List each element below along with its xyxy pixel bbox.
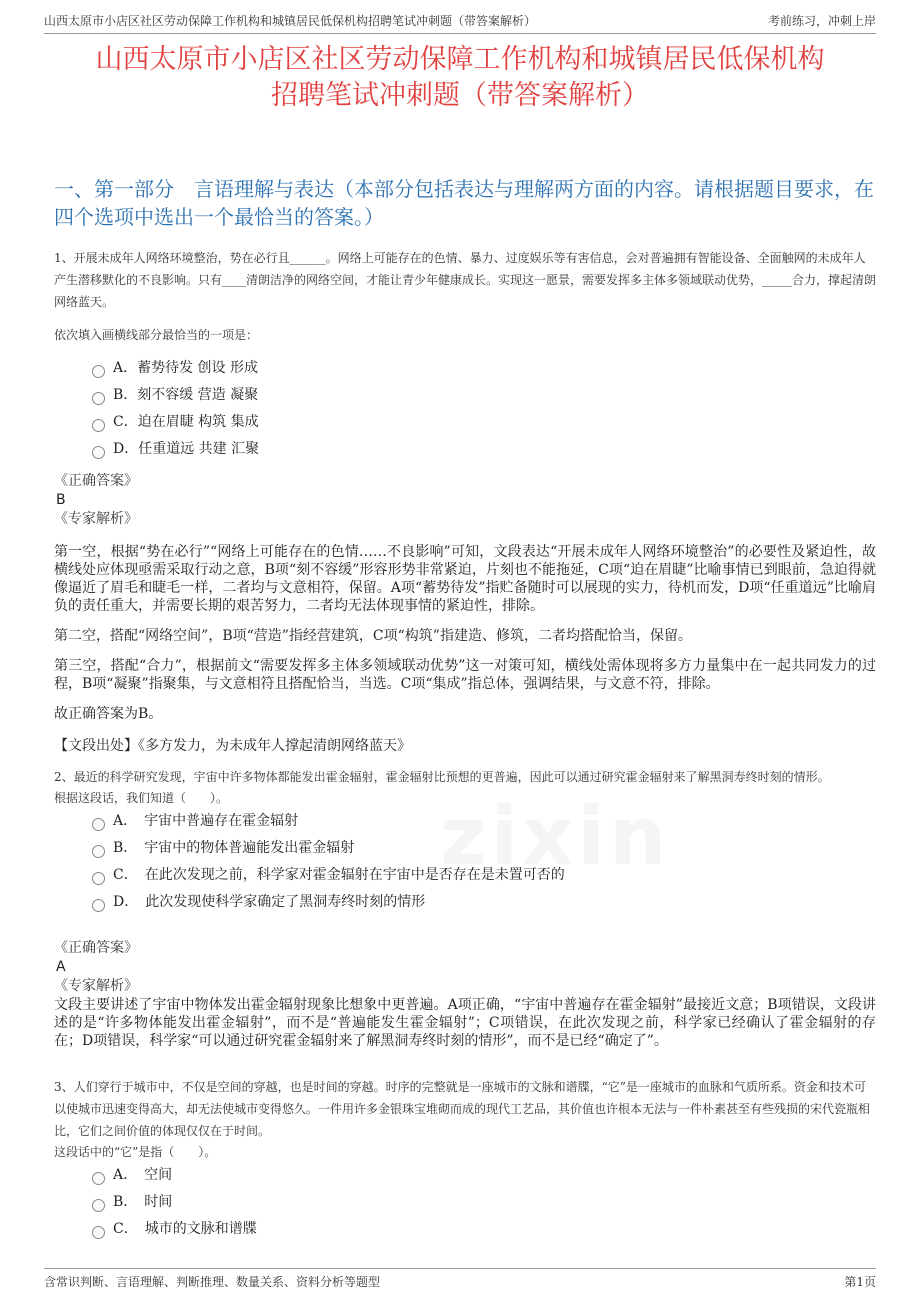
question-1-option-d[interactable] <box>92 436 876 463</box>
option-label: C．迫在眉睫 构筑 集成 <box>113 414 259 430</box>
question-3-options <box>92 1162 876 1243</box>
radio-icon[interactable] <box>92 845 105 858</box>
radio-icon[interactable] <box>92 365 105 378</box>
radio-icon[interactable] <box>92 1172 105 1185</box>
option-label: D． 此次发现使科学家确定了黑洞寿终时刻的情形 <box>113 894 426 910</box>
document-title <box>44 42 876 114</box>
option-label: B．刻不容缓 营造 凝聚 <box>113 387 259 403</box>
option-label: A． 空间 <box>113 1167 173 1183</box>
question-1-stem: 1、开展未成年人网络环境整治，势在必行且______。网络上可能存在的色情、暴力、过度娱乐等有害信息，会对普遍拥有智能设备、全面触网的未成年人产生潜移默化的不良影响。只有____清朗洁净的网络空间，才能让青少年健康成长。实现这一愿景，需要发挥多主体多领域联动优势，_____合力，撑起清朗网络蓝天。 <box>54 251 877 309</box>
question-2-analysis-tag: 《专家解析》 <box>54 978 138 994</box>
footer-left-text: 含常识判断、言语理解、判断推理、数量关系、资料分析等题型 <box>44 1275 381 1289</box>
document-title-line-2: 招聘笔试冲刺题（带答案解析） <box>271 80 649 111</box>
question-3-option-b[interactable] <box>92 1189 876 1216</box>
question-2-option-d[interactable] <box>92 889 876 916</box>
header-left-text: 山西太原市小店区社区劳动保障工作机构和城镇居民低保机构招聘笔试冲刺题（带答案解析） <box>44 14 537 28</box>
question-3 <box>54 1076 876 1243</box>
option-label: A． 宇宙中普遍存在霍金辐射 <box>113 813 299 829</box>
option-label: B． 宇宙中的物体普遍能发出霍金辐射 <box>113 840 355 856</box>
question-1-answer-tag: 《正确答案》 <box>54 473 138 489</box>
radio-icon[interactable] <box>92 899 105 912</box>
question-2-answer: A <box>56 959 66 975</box>
radio-icon[interactable] <box>92 419 105 432</box>
option-label: B． 时间 <box>113 1194 173 1210</box>
option-label: C． 在此次发现之前，科学家对霍金辐射在宇宙中是否存在是未置可否的 <box>113 867 565 883</box>
radio-icon[interactable] <box>92 392 105 405</box>
watermark: zixin <box>440 790 670 883</box>
question-1-option-b[interactable] <box>92 382 876 409</box>
question-3-stem: 3、人们穿行于城市中，不仅是空间的穿越，也是时间的穿越。时序的完整就是一座城市的文脉和谱牒，“它”是一座城市的血脉和气质所系。资金和技术可以使城市迅速变得高大，却无法使城市变得悠久。一件用许多金银珠宝堆砌而成的现代工艺品，其价值也许根本无法与一件朴素甚至有些残损的宋代瓷瓶相比，它们之间价值的体现仅仅在于时间。 <box>54 1080 871 1138</box>
page-footer <box>44 1268 876 1290</box>
question-1-option-c[interactable] <box>92 409 876 436</box>
question-3-option-c[interactable] <box>92 1216 876 1243</box>
question-1-prompt: 依次填入画横线部分最恰当的一项是： <box>54 328 259 342</box>
page-header <box>44 12 876 34</box>
option-label: A．蓄势待发 创设 形成 <box>113 360 259 376</box>
question-1-analysis-paragraph-3: 第三空，搭配“合力”，根据前文“需要发挥多主体多领域联动优势”这一对策可知，横线处需体现将多方力量集中在一起共同发力的过程，B项“凝聚”指聚集，与文意相符且搭配恰当，当选。C项“集成”指总体，强调结果，与文意不符，排除。 <box>54 658 876 692</box>
document-title-line-1: 山西太原市小店区社区劳动保障工作机构和城镇居民低保机构 <box>95 44 825 75</box>
radio-icon[interactable] <box>92 872 105 885</box>
question-3-option-a[interactable] <box>92 1162 876 1189</box>
question-1-options <box>92 355 876 463</box>
option-label: D．任重道远 共建 汇聚 <box>113 441 260 457</box>
question-2-answer-tag: 《正确答案》 <box>54 940 138 956</box>
question-2-stem: 2、最近的科学研究发现，宇宙中许多物体都能发出霍金辐射，霍金辐射比预想的更普遍，因此可以通过研究霍金辐射来了解黑洞寿终时刻的情形。 <box>54 770 830 784</box>
question-1-option-a[interactable] <box>92 355 876 382</box>
question-1 <box>54 247 876 755</box>
question-1-answer: B <box>56 492 66 508</box>
question-3-prompt: 这段话中的“它”是指（ ）。 <box>54 1145 217 1159</box>
radio-icon[interactable] <box>92 1226 105 1239</box>
radio-icon[interactable] <box>92 446 105 459</box>
question-1-analysis-tag: 《专家解析》 <box>54 511 138 527</box>
page-number: 第1页 <box>844 1275 876 1289</box>
option-label: C． 城市的文脉和谱牒 <box>113 1221 257 1237</box>
question-1-analysis-paragraph-4: 故正确答案为B。 <box>54 706 163 722</box>
radio-icon[interactable] <box>92 818 105 831</box>
radio-icon[interactable] <box>92 1199 105 1212</box>
header-right-text: 考前练习，冲刺上岸 <box>767 14 876 28</box>
question-2-prompt: 根据这段话，我们知道（ ）。 <box>54 791 229 805</box>
question-1-analysis-paragraph-2: 第二空，搭配“网络空间”，B项“营造”指经营建筑，C项“构筑”指建造、修筑，二者均搭配恰当，保留。 <box>54 628 692 644</box>
question-1-source: 【文段出处】《多方发力，为未成年人撑起清朗网络蓝天》 <box>54 738 411 754</box>
section-heading: 一、第一部分 言语理解与表达（本部分包括表达与理解两方面的内容。请根据题目要求，在四个选项中选出一个最恰当的答案。） <box>54 177 874 229</box>
question-1-analysis-paragraph-1: 第一空，根据“势在必行”“网络上可能存在的色情……不良影响”可知，文段表达“开展未成年人网络环境整治”的必要性及紧迫性，故横线处应体现亟需采取行动之意，B项“刻不容缓”形容形势非常紧迫，片刻也不能拖延，C项“迫在眉睫”比喻事情已到眼前，急迫得就像逼近了眉毛和睫毛一样，二者均与文意相符，保留。A项“蓄势待发”指贮备随时可以展现的实力，待机而发，D项“任重道远”比喻肩负的责任重大，并需要长期的艰苦努力，二者均无法体现事情的紧迫性，排除。 <box>54 544 876 614</box>
question-2-analysis: 文段主要讲述了宇宙中物体发出霍金辐射现象比想象中更普遍。A项正确，“宇宙中普遍存在霍金辐射”最接近文意；B项错误，文段讲述的是“许多物体能发出霍金辐射”，而不是“普遍能发生霍金辐射”；C项错误，在此次发现之前，科学家已经确认了霍金辐射的存在；D项错误，科学家“可以通过研究霍金辐射来了解黑洞寿终时刻的情形”，而不是已经“确定了”。 <box>54 997 876 1049</box>
